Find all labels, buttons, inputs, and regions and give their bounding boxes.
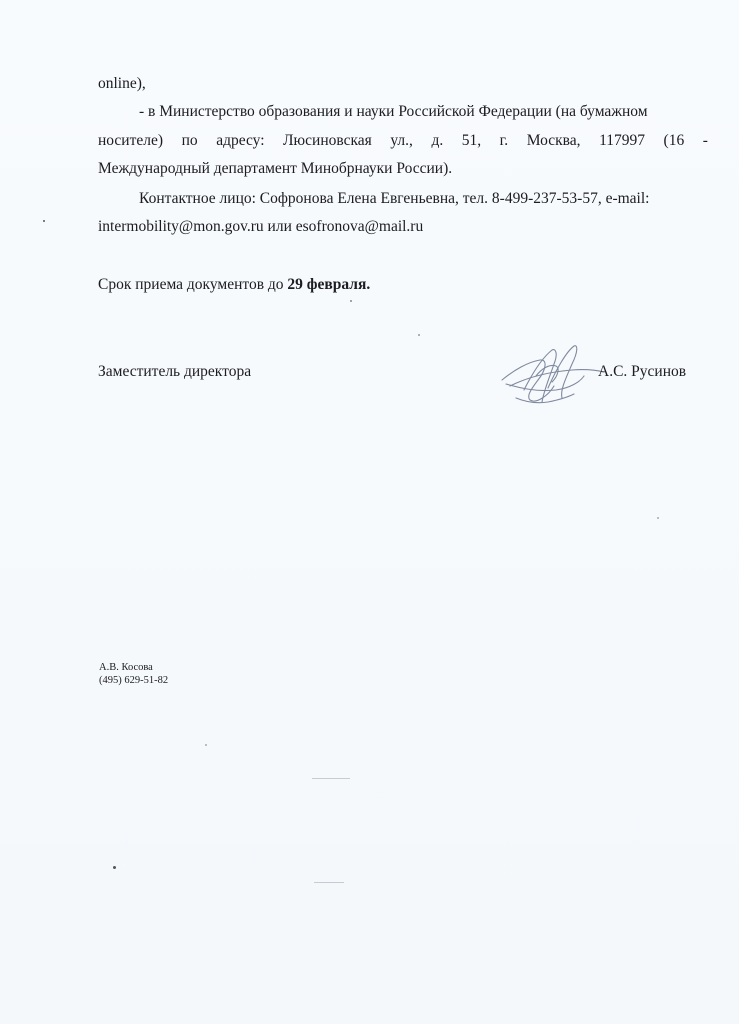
scan-speck: [350, 300, 352, 302]
text-line-emails: intermobility@mon.gov.ru или esofronova@mail.ru: [98, 218, 424, 235]
deadline-line: [98, 275, 370, 295]
executor-name: А.В. Косова: [99, 662, 153, 673]
address-word: -: [702, 132, 708, 149]
text-line-department: Международный департамент Минобрнауки России).: [98, 160, 453, 177]
scan-speck: [43, 220, 45, 222]
address-word: 51,: [461, 132, 482, 149]
scan-artifact: [314, 882, 344, 883]
deadline-date: 29 февраля.: [287, 276, 371, 293]
address-word: адресу:: [216, 132, 265, 149]
address-word: 117997: [599, 132, 645, 149]
deadline-prefix: Срок приема документов до: [98, 276, 288, 293]
text-line-address: [98, 131, 708, 151]
signatory-name: А.С. Русинов: [598, 363, 687, 380]
scan-speck: [205, 744, 207, 746]
scan-artifact: [312, 778, 350, 779]
address-word: г.: [499, 132, 509, 149]
address-word: Москва,: [526, 132, 581, 149]
scan-speck: [113, 866, 116, 869]
executor-phone: (495) 629-51-82: [99, 675, 169, 686]
signatory-position: Заместитель директора: [98, 363, 252, 380]
scan-speck: [418, 334, 420, 336]
scan-speck: [657, 517, 659, 519]
text-line-contact: Контактное лицо: Софронова Елена Евгеньевна, тел. 8-499-237-53-57, e-mail:: [139, 190, 650, 207]
address-word: по: [181, 132, 198, 149]
address-word: ул.,: [390, 132, 413, 149]
text-line-online: online),: [98, 75, 146, 92]
address-word: д.: [431, 132, 444, 149]
address-word: (16: [663, 132, 685, 149]
address-word: Люсиновская: [283, 132, 372, 149]
handwritten-signature: [496, 340, 606, 412]
text-line-ministry: - в Министерство образования и науки Российской Федерации (на бумажном: [139, 103, 648, 120]
address-word: носителе): [98, 132, 164, 149]
